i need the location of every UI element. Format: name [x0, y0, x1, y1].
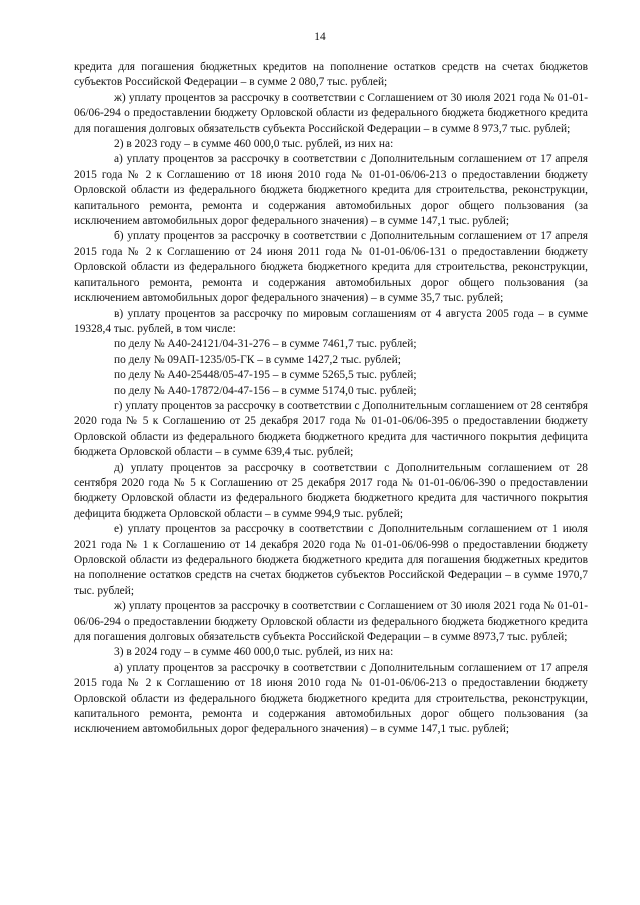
paragraph: а) уплату процентов за рассрочку в соответствии с Дополнительным соглашением от 17 апреля 2015 года № 2 к Соглашению от 18 июня 2010 года № 01-01-06/06-213 о предоставлении бюджету Орловской области из федерального бюджета бюджетного кредита для строительства, реконструкции, капитального ремонта, ремонта и содержания автомобильных дорог общего пользования (за исключением автомобильных дорог федерального значения) – в сумме 147,1 тыс. рублей; [74, 153, 588, 228]
page-number: 14 [314, 31, 326, 43]
paragraph: е) уплату процентов за рассрочку в соответствии с Дополнительным соглашением от 1 июля 2021 года № 1 к Соглашению от 14 декабря 2020 года № 01-01-06/06-998 о предоставлении бюджету Орловской области из федерального бюджета бюджетного кредита для погашения бюджетных кредитов на пополнение остатков средств на счетах бюджетов субъектов Российской Федерации – в сумме 1970,7 тыс. рублей; [74, 523, 588, 597]
paragraph: ж) уплату процентов за рассрочку в соответствии с Соглашением от 30 июля 2021 года № 01-01-06/06-294 о предоставлении бюджету Орловской области из федерального бюджета бюджетного кредита для погашения долговых обязательств субъекта Российской Федерации – в сумме 8 973,7 тыс. рублей; [74, 91, 588, 135]
case-reference-line: по делу № 09АП-1235/05-ГК – в сумме 1427,2 тыс. рублей; [114, 353, 401, 366]
paragraph: 2) в 2023 году – в сумме 460 000,0 тыс. рублей, из них на: [114, 138, 394, 151]
document-body [74, 60, 588, 738]
paragraph: г) уплату процентов за рассрочку в соответствии с Дополнительным соглашением от 28 сентября 2020 года № 5 к Соглашению от 25 декабря 2017 года № 01-01-06/06-395 о предоставлении бюджету Орловской области из федерального бюджета бюджетного кредита для частичного покрытия дефицита бюджета Орловской области – в сумме 639,4 тыс. рублей; [74, 399, 588, 459]
paragraph: в) уплату процентов за рассрочку по мировым соглашениям от 4 августа 2005 года – в сумме 19328,4 тыс. рублей, в том числе: [74, 307, 588, 335]
case-reference-line: по делу № А40-25448/05-47-195 – в сумме 5265,5 тыс. рублей; [114, 369, 417, 382]
paragraph: д) уплату процентов за рассрочку в соответствии с Дополнительным соглашением от 28 сентября 2020 года № 5 к Соглашению от 25 декабря 2017 года № 01-01-06/06-390 о предоставлении бюджету Орловской области из федерального бюджета бюджетного кредита для частичного покрытия дефицита бюджета Орловской области – в сумме 994,9 тыс. рублей; [74, 461, 588, 520]
case-reference-line: по делу № А40-17872/04-47-156 – в сумме 5174,0 тыс. рублей; [114, 384, 417, 397]
paragraph: кредита для погашения бюджетных кредитов на пополнение остатков средств на счетах бюджетов субъектов Российской Федерации – в сумме 2 080,7 тыс. рублей; [74, 61, 588, 89]
paragraph: 3) в 2024 году – в сумме 460 000,0 тыс. рублей, из них на: [114, 646, 394, 659]
case-reference-line: по делу № А40-24121/04-31-276 – в сумме 7461,7 тыс. рублей; [114, 338, 417, 351]
paragraph: ж) уплату процентов за рассрочку в соответствии с Соглашением от 30 июля 2021 года № 01-01-06/06-294 о предоставлении бюджету Орловской области из федерального бюджета бюджетного кредита для погашения долговых обязательств субъекта Российской Федерации – в сумме 8973,7 тыс. рублей; [74, 600, 588, 644]
paragraph: а) уплату процентов за рассрочку в соответствии с Дополнительным соглашением от 17 апреля 2015 года № 2 к Соглашению от 18 июня 2010 года № 01-01-06/06-213 о предоставлении бюджету Орловской области из федерального бюджета бюджетного кредита для строительства, реконструкции, капитального ремонта, ремонта и содержания автомобильных дорог общего пользования (за исключением автомобильных дорог федерального значения) – в сумме 147,1 тыс. рублей; [74, 661, 588, 736]
paragraph: б) уплату процентов за рассрочку в соответствии с Дополнительным соглашением от 17 апреля 2015 года № 2 к Соглашению от 24 июня 2011 года № 01-01-06/06-131 о предоставлении бюджету Орловской области из федерального бюджета бюджетного кредита для строительства, реконструкции, капитального ремонта, ремонта и содержания автомобильных дорог общего пользования (за исключением автомобильных дорог федерального значения) – в сумме 35,7 тыс. рублей; [74, 230, 588, 305]
